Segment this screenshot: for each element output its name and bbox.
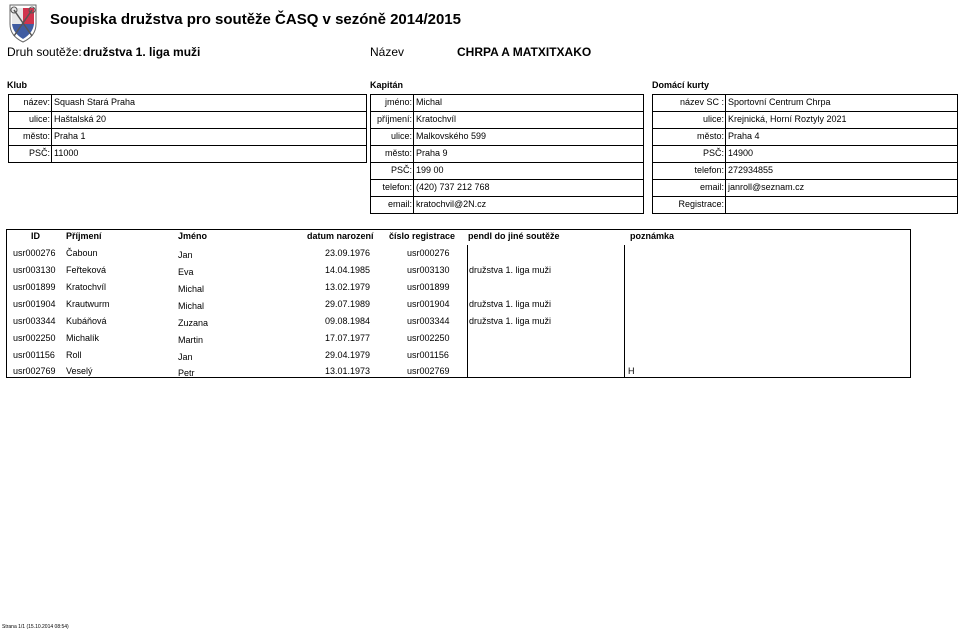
field-value: Haštalská 20 — [51, 111, 367, 128]
cell-registration: usr001899 — [407, 282, 450, 292]
cell-id: usr003130 — [13, 265, 56, 275]
column-header-firstname: Jméno — [178, 231, 208, 241]
field-value: 11000 — [51, 145, 367, 162]
field-value: Squash Stará Praha — [51, 94, 367, 111]
cell-id: usr000276 — [13, 248, 56, 258]
club-city-row — [8, 128, 367, 145]
field-value: (420) 737 212 768 — [413, 179, 644, 196]
cell-birthdate: 14.04.1985 — [325, 265, 371, 275]
cell-surname: Kubáňová — [66, 316, 107, 326]
cell-birthdate: 17.07.1977 — [325, 333, 371, 343]
courts-email-row — [652, 179, 958, 196]
field-value: Sportovní Centrum Chrpa — [725, 94, 958, 111]
field-value: Praha 9 — [413, 145, 644, 162]
courts-name-row — [652, 94, 958, 111]
club-name-row — [8, 94, 367, 111]
cell-note: H — [628, 366, 635, 376]
field-value: 199 00 — [413, 162, 644, 179]
cell-other-competition: družstva 1. liga muži — [469, 299, 552, 309]
team-name-label: Název — [370, 45, 405, 59]
captain-phone-row — [370, 179, 644, 196]
field-label: telefon: — [382, 182, 412, 192]
field-label: město: — [696, 131, 724, 141]
column-header-birthdate: datum narození — [307, 231, 374, 241]
cell-birthdate: 13.02.1979 — [325, 282, 371, 292]
field-value: Praha 1 — [51, 128, 367, 145]
cell-birthdate: 29.07.1989 — [325, 299, 371, 309]
page-title: Soupiska družstva pro soutěže ČASQ v sezóně 2014/2015 — [50, 11, 461, 28]
cell-surname: Čaboun — [66, 248, 98, 258]
cell-firstname: Zuzana — [178, 318, 209, 328]
cell-birthdate: 09.08.1984 — [325, 316, 371, 326]
club-street-row — [8, 111, 367, 128]
field-label: Registrace: — [678, 199, 724, 209]
field-label: email: — [387, 199, 412, 209]
courts-phone-row — [652, 162, 958, 179]
field-label: jméno: — [384, 97, 412, 107]
cell-birthdate: 29.04.1979 — [325, 350, 371, 360]
field-label: město: — [22, 131, 50, 141]
table-row — [7, 363, 910, 380]
field-label: město: — [384, 148, 412, 158]
field-label: PSČ: — [390, 165, 412, 175]
courts-street-row — [652, 111, 958, 128]
cell-firstname: Jan — [178, 352, 193, 362]
captain-firstname-row — [370, 94, 644, 111]
field-value — [725, 196, 958, 213]
casq-logo — [2, 2, 44, 44]
captain-city-row — [370, 145, 644, 162]
cell-birthdate: 23.09.1976 — [325, 248, 371, 258]
captain-surname-row — [370, 111, 644, 128]
field-value: kratochvil@2N.cz — [413, 196, 644, 213]
cell-id: usr003344 — [13, 316, 56, 326]
cell-registration: usr000276 — [407, 248, 450, 258]
cell-firstname: Petr — [178, 368, 195, 378]
cell-birthdate: 13.01.1973 — [325, 366, 371, 376]
field-value: Krejnická, Horní Roztyly 2021 — [725, 111, 958, 128]
cell-registration: usr001156 — [407, 350, 449, 360]
competition-type-value: družstva 1. liga muži — [83, 45, 201, 59]
column-header-registration: číslo registrace — [389, 231, 456, 241]
club-zip-row — [8, 145, 367, 162]
page-footer: Strana 1/1 (15.10.2014 08:54) — [2, 624, 69, 630]
table-row — [7, 330, 910, 347]
cell-firstname: Michal — [178, 301, 205, 311]
competition-type-label: Druh soutěže: — [7, 45, 82, 59]
field-value: Praha 4 — [725, 128, 958, 145]
field-label: telefon: — [694, 165, 724, 175]
cell-id: usr001156 — [13, 350, 55, 360]
cell-id: usr001899 — [13, 282, 56, 292]
table-row — [7, 245, 910, 262]
team-name-value: CHRPA A MATXITXAKO — [457, 45, 592, 59]
club-heading: Klub — [7, 80, 27, 90]
field-label: ulice: — [390, 131, 412, 141]
captain-zip-row — [370, 162, 644, 179]
cell-surname: Krautwurm — [66, 299, 110, 309]
cell-firstname: Jan — [178, 250, 193, 260]
table-row — [7, 296, 910, 313]
table-row — [7, 262, 910, 279]
field-label: název: — [23, 97, 50, 107]
cell-surname: Kratochvíl — [66, 282, 107, 292]
field-value: Michal — [413, 94, 644, 111]
cell-firstname: Michal — [178, 284, 205, 294]
captain-email-row — [370, 196, 644, 213]
column-header-note: poznámka — [630, 231, 675, 241]
cell-surname: Michalík — [66, 333, 100, 343]
cell-registration: usr002250 — [407, 333, 450, 343]
table-row — [7, 313, 910, 330]
field-value: 14900 — [725, 145, 958, 162]
column-header-other-competition: pendl do jiné soutěže — [468, 231, 560, 241]
field-value: 272934855 — [725, 162, 958, 179]
field-value: janroll@seznam.cz — [725, 179, 958, 196]
cell-registration: usr003130 — [407, 265, 450, 275]
cell-id: usr002250 — [13, 333, 56, 343]
column-header-id: ID — [31, 231, 40, 241]
field-label: ulice: — [28, 114, 50, 124]
captain-street-row — [370, 128, 644, 145]
field-label: ulice: — [702, 114, 724, 124]
cell-firstname: Martin — [178, 335, 204, 345]
courts-city-row — [652, 128, 958, 145]
cell-registration: usr001904 — [407, 299, 450, 309]
cell-surname: Veselý — [66, 366, 93, 376]
table-row — [7, 279, 910, 296]
cell-other-competition: družstva 1. liga muži — [469, 265, 552, 275]
cell-firstname: Eva — [178, 267, 194, 277]
courts-zip-row — [652, 145, 958, 162]
captain-heading: Kapitán — [370, 80, 404, 90]
courts-heading: Domácí kurty — [652, 80, 710, 90]
cell-registration: usr003344 — [407, 316, 450, 326]
field-label: email: — [699, 182, 724, 192]
column-header-surname: Příjmení — [66, 231, 102, 241]
cell-other-competition: družstva 1. liga muži — [469, 316, 552, 326]
field-label: příjmení: — [376, 114, 412, 124]
field-value: Kratochvíl — [413, 111, 644, 128]
cell-surname: Roll — [66, 350, 82, 360]
field-label: PSČ: — [28, 148, 50, 158]
cell-id: usr002769 — [13, 366, 56, 376]
courts-registration-row — [652, 196, 958, 213]
table-row — [7, 347, 910, 364]
cell-id: usr001904 — [13, 299, 56, 309]
cell-surname: Feřteková — [66, 265, 107, 275]
field-label: název SC : — [679, 97, 724, 107]
field-value: Malkovského 599 — [413, 128, 644, 145]
cell-registration: usr002769 — [407, 366, 450, 376]
field-label: PSČ: — [702, 148, 724, 158]
players-table — [6, 229, 911, 378]
